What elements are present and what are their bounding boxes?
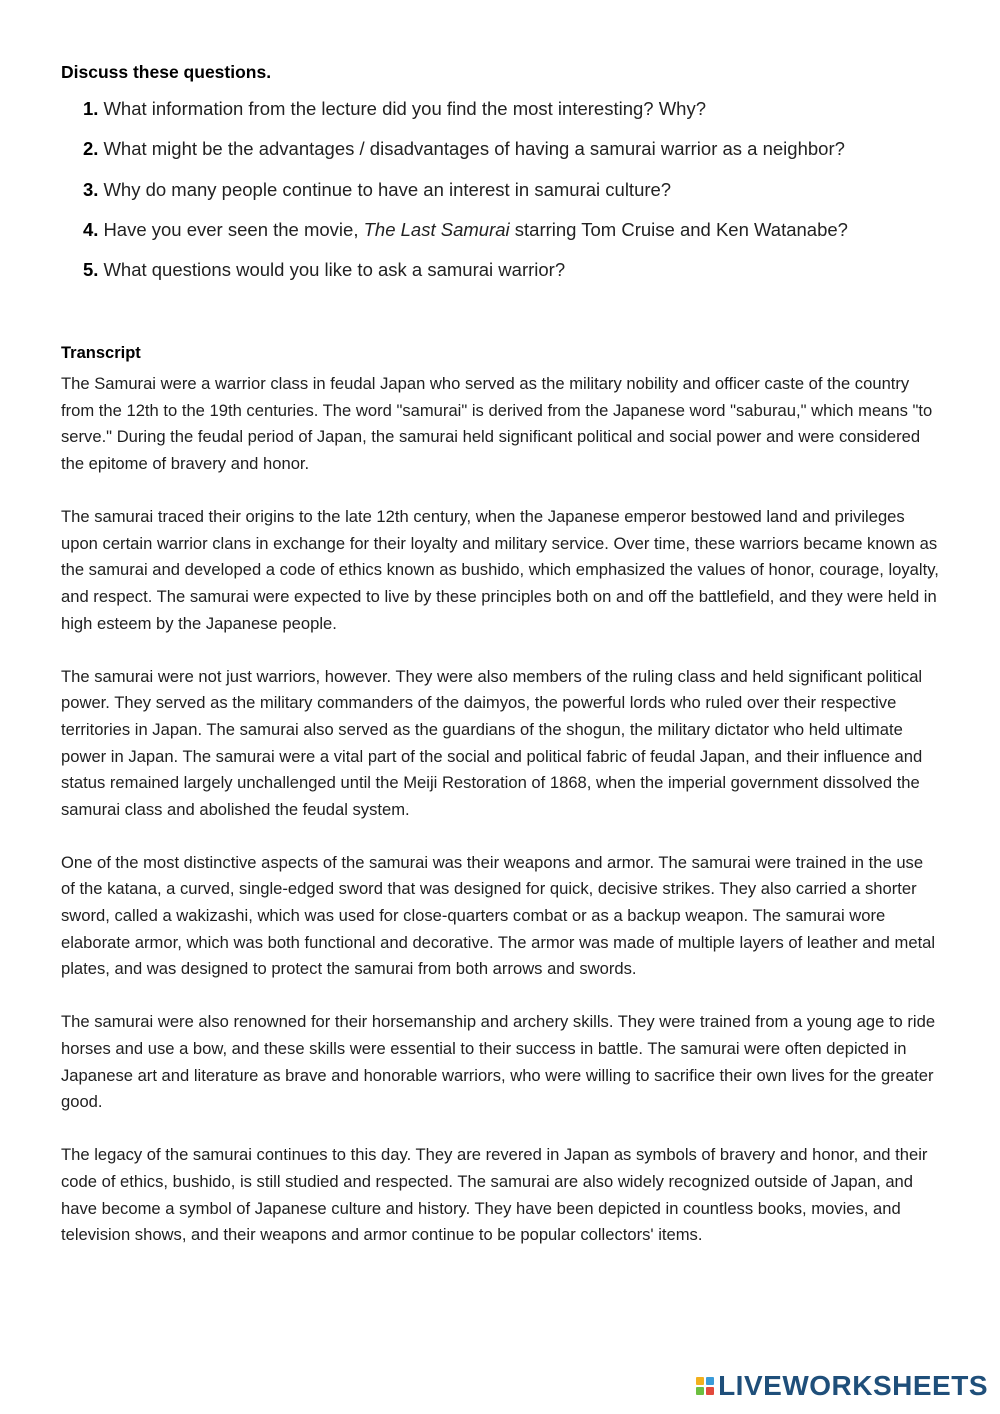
logo-square-icon bbox=[706, 1377, 714, 1385]
transcript-heading: Transcript bbox=[61, 344, 141, 363]
logo-text: LIVEWORKSHEETS bbox=[718, 1370, 988, 1401]
question-text: What information from the lecture did you find the most interesting? Why? bbox=[103, 98, 706, 119]
logo-square-icon bbox=[706, 1387, 714, 1395]
liveworksheets-logo bbox=[696, 1370, 988, 1402]
question-text: What questions would you like to ask a samurai warrior? bbox=[103, 259, 566, 281]
transcript-paragraph: The legacy of the samurai continues to this day. They are revered in Japan as symbols of bravery and honor, and their code of ethics, bushido, is still studied and respected. The samurai are also widely recognized outside of Japan, and have become a symbol of Japanese culture and history. They have been depicted in countless books, movies, and television shows, and their weapons and armor continue to be popular collectors' items. bbox=[61, 1145, 928, 1245]
question-item bbox=[83, 258, 941, 282]
transcript-paragraph: The samurai traced their origins to the late 12th century, when the Japanese emperor bestowed land and privileges upon certain warrior clans in exchange for their loyalty and military service. Over time, these warriors became known as the samurai and developed a code of ethics known as bushido, which emphasized the values of honor, courage, loyalty, and respect. The samurai were expected to live by these principles both on and off the battlefield, and they were held in high esteem by the Japanese people. bbox=[61, 507, 939, 633]
transcript-body bbox=[61, 371, 941, 1249]
movie-title: The Last Samurai bbox=[363, 218, 510, 240]
question-item bbox=[83, 178, 941, 202]
question-number: 2. bbox=[83, 138, 99, 160]
discussion-heading: Discuss these questions. bbox=[61, 62, 272, 82]
transcript-paragraph: The samurai were also renowned for their horsemanship and archery skills. They were trained from a young age to ride horses and use a bow, and these skills were essential to their success in battle. The samurai were often depicted in Japanese art and literature as brave and honorable warriors, who were willing to sacrifice their own lives for the greater good. bbox=[61, 1012, 936, 1112]
question-text: What might be the advantages / disadvantages of having a samurai warrior as a neighbor? bbox=[103, 138, 845, 160]
transcript-paragraph: One of the most distinctive aspects of the samurai was their weapons and armor. The samurai were trained in the use of the katana, a curved, single-edged sword that was designed for quick, decisive strikes. They also carried a shorter sword, called a wakizashi, which was used for close-quarters combat or as a backup weapon. The samurai wore elaborate armor, which was both functional and decorative. The armor was made of multiple layers of leather and metal plates, and was designed to protect the samurai from both arrows and swords. bbox=[61, 852, 936, 979]
logo-mark-icon bbox=[696, 1377, 714, 1395]
logo-square-icon bbox=[696, 1387, 704, 1395]
question-item bbox=[83, 97, 941, 121]
question-item bbox=[83, 137, 941, 161]
question-number: 4. bbox=[83, 218, 99, 240]
question-list bbox=[61, 97, 941, 282]
question-number: 5. bbox=[83, 259, 99, 281]
logo-square-icon bbox=[696, 1377, 704, 1385]
transcript-paragraph: The Samurai were a warrior class in feudal Japan who served as the military nobility and officer caste of the country from the 12th to the 19th centuries. The word "samurai" is derived from the Japanese word "saburau," which means "to serve." During the feudal period of Japan, the samurai held significant political and social power and were considered the epitome of bravery and honor. bbox=[61, 374, 933, 473]
worksheet-page bbox=[61, 62, 941, 1275]
question-number: 1. bbox=[83, 98, 99, 119]
transcript-paragraph: The samurai were not just warriors, however. They were also members of the ruling class and held significant political power. They served as the military commanders of the daimyos, the powerful lords who ruled over their respective territories in Japan. The samurai also served as the guardians of the shogun, the military dictator who held ultimate power in Japan. The samurai were a vital part of the social and political fabric of feudal Japan, and their influence and status remained largely unchallenged until the Meiji Restoration of 1868, when the imperial government dissolved the samurai class and abolished the feudal system. bbox=[61, 666, 923, 819]
question-text: Have you ever seen the movie, bbox=[103, 218, 364, 240]
question-text: Why do many people continue to have an interest in samurai culture? bbox=[103, 178, 672, 200]
question-text-end: starring Tom Cruise and Ken Watanabe? bbox=[509, 218, 848, 240]
question-item bbox=[83, 218, 941, 242]
question-number: 3. bbox=[83, 178, 99, 200]
